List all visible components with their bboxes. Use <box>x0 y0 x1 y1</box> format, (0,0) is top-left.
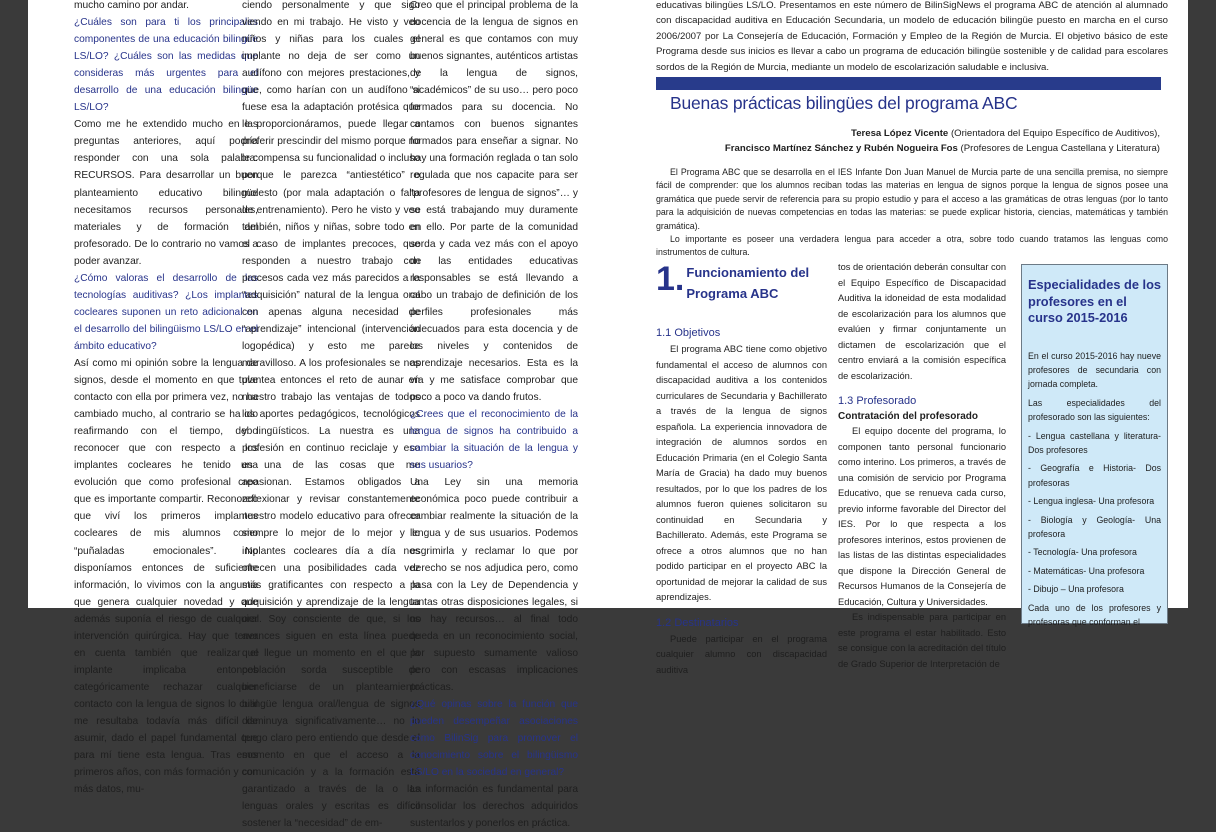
abstract-paragraph: Lo importante es poseer una verdadera lengua para acceder a otra, sobre todo cuando tratamos las lenguas como instrumentos de cultura. <box>656 234 1168 258</box>
sidebar-outro: Cada uno de los profesores y profesoras que conforman el <box>1028 602 1161 627</box>
author-role: (Orientadora del Equipo Específico de Auditivos), <box>948 128 1160 139</box>
sidebar-list-item: - Lengua castellana y literatura- Dos profesores <box>1028 430 1161 455</box>
interview-answer: mucho camino por andar. <box>74 0 189 11</box>
interview-answer: Así como mi opinión sobre la lengua de signos, desde el momento en que tuve contacto con ella por primera vez, no ha cambiado mucho, al contrario se ha ido reafirmando con el tiempo, debo reconocer que con respecto a los implantes cocleares he tenido una evolución que como profesional creo que es importante compartir. Reconozco que viví los primeros implantes cocleares de mis alumnos como “puñaladas emocionales”. No disponíamos entonces de suficiente información, lo vivimos con la angustia que genera cualquier novedad y que además suponía el riesgo de cualquier intervención quirúrgica. Hay que tener en cuenta también que realizar el implante implicaba entonces categóricamente rechazar cualquier contacto con la lengua de signos lo cual me resultaba todavía más difícil de asumir, dado el papel fundamental que para mí tiene esta lengua. Tras esos primeros años, con más formación y con más datos, mu- <box>74 357 258 796</box>
interview-question: ¿Qué opinas sobre la función que pueden desempeñar asociaciones como BilinSig para promover el conocimiento sobre el bilingüismo LS/LO en la sociedad en general? <box>410 698 578 779</box>
author-name: Teresa López Vicente <box>851 128 949 139</box>
interview-column-3 <box>410 0 578 832</box>
sidebar-list-item: - Tecnología- Una profesora <box>1028 547 1137 558</box>
profesorado-text-2: Es indispensable para participar en este programa el estar habilitado. Esto se consigue con la acreditación del título de Grado Superior de Interpretación de <box>838 612 1006 669</box>
sidebar-list-item: - Geografía e Historia- Dos profesoras <box>1028 463 1161 488</box>
sidebar-lead: Las especialidades del profesorado son las siguientes: <box>1028 397 1161 423</box>
interview-answer: Creo que el principal problema de la docencia de la lengua de signos en general es que contamos con muy buenos signantes, auténticos artistas de la lengua de signos, “académicos” de su uso… pero poco formados para su docencia. No contamos con buenos signantes formados para enseñar a signar. No hay una formación reglada o tan solo regulada que nos capacite para ser “profesores de lengua de signos”… y se está trabajando muy duramente en ello. Por parte de la comunidad sorda y cada vez más con el apoyo de las entidades educativas responsables se está llevando a cabo un trabajo de definición de los perfiles profesionales más adecuados para esta docencia y de los niveles y contenidos de aprendizaje necesarios. Esta es la vía y me satisface comprobar que poco a poco va dando frutos. <box>410 0 578 404</box>
article-column-1 <box>656 325 827 678</box>
section-title: Funcionamiento del Programa ABC <box>686 265 810 301</box>
section-number-digit: 1 <box>656 260 675 298</box>
section-number <box>656 260 685 298</box>
left-page <box>28 0 580 830</box>
specialties-sidebar <box>1021 264 1168 627</box>
destinatarios-text: Puede participar en el programa cualquier alumno con discapacidad auditiva <box>656 633 827 675</box>
subsection-heading-destinatarios: 1.2 Destinatarios <box>656 616 739 629</box>
right-page <box>580 0 1188 675</box>
title-band <box>656 77 1161 90</box>
column-2-top-text: tos de orientación deberán consultar con el Equipo Específico de Discapacidad Auditiva la idoneidad de esta modalidad de escolarización para los alumnos que evalúen y firmar conjuntamente un dictamen de escolarización que el centro enviará a la comisión específica de escolarización. <box>838 262 1006 381</box>
authors-block <box>725 126 1160 156</box>
subheading-contratacion: Contratación del profesorado <box>838 411 979 422</box>
intro-paragraph <box>656 0 1168 75</box>
objetivos-text: El programa ABC tiene como objetivo fundamental el acceso de alumnos con discapacidad auditiva a los contenidos curriculares de Secundaria y Bachillerato a través de la lengua de signos española. La experiencia innovadora de integración de alumnos sordos en Educación Primaria (en el Colegio Santa María de Gracia) ha dado muy buenos resultados, por lo que los padres de los alumnos fueron quienes solicitaron su continuidad en Secundaria y Bachillerato. Además, este Programa se ofrece a otros alumnos que no han podido participar en el proyecto ABC la oportunidad de mejorar la calidad de sus aprendizajes. <box>656 344 827 602</box>
interview-column-2 <box>242 0 420 832</box>
interview-column-1 <box>74 0 258 798</box>
interview-answer: Una Ley sin una memoria económica poco puede contribuir a cambiar realmente la situación de la lengua y de sus usuarios. Podemos esgrimirla y reclamar lo que por derecho se nos adjudica pero, como pasa con la Ley de Dependencia y tantas otras disposiciones legales, si no hay recursos… al final todo queda en un reconocimiento social, por supuesto sumamente valioso pero con escasas implicaciones prácticas. <box>410 477 578 693</box>
sidebar-list-item: - Biología y Geología- Una profesora <box>1028 514 1161 539</box>
author-name: Francisco Martínez Sánchez y Rubén Nogueira Fos <box>724 143 958 154</box>
abstract-paragraph: El Programa ABC que se desarrolla en el IES Infante Don Juan Manuel de Murcia parte de una sencilla premisa, no siempre fácil de comprender: que los alumnos reciban todas las materias en lengua de signos porque la lengua de signos posee una gramática que puede servir de referencia para su propio estudio y para el acceso a las gramáticas de otras lenguas (por lo tanto para la adquisición de nuevas competencias en todas las materias: se puede explicar historia, ciencias, matemáticas y también gramática). <box>656 167 1168 231</box>
subsection-heading-objetivos: 1.1 Objetivos <box>656 327 721 339</box>
author-role: (Profesores de Lengua Castellana y Literatura) <box>957 143 1160 154</box>
article-column-2 <box>838 260 1006 672</box>
interview-answer: La información es fundamental para consolidar los derechos adquiridos sustentarlos y ponerlos en práctica. <box>410 784 578 830</box>
interview-answer: ciendo personalmente y que sigo viendo en mi trabajo. He visto y veo niños y niñas para los cuales el implante no deja de ser como un audífono con mejores prestaciones, y que, como harían con un audífono si fuese esa la adaptación protésica que le proporcionáramos, puede llegar a preferir prescindir del mismo porque no le compensa su funcionalidad o incluso porque le parezca “antiestético” o molesto (por mala adaptación o falta de entrenamiento). Pero he visto y veo también, niños y niñas, sobre todo en el caso de implantes precoces, que responden a nuestro trabajo con procesos cada vez más parecidos a la “adquisición” natural de la lengua oral con apenas alguna necesidad de “aprendizaje” intencional (intervención logopédica) y esto me parece maravilloso. A los profesionales se nos plantea entonces el reto de aunar en nuestro trabajo las ventajas de todos los aportes pedagógicos, tecnológicos y lingüísticos. La nuestra es una profesión en continuo reciclaje y eso es una de las cosas que me apasionan. Estamos obligados a reflexionar y revisar constantemente nuestro modelo educativo para ofrecer siempre lo mejor de lo mejor y lo implantes cocleares día a día nos ofrecen una posibilidades cada vez más gratificantes con respecto a la adquisición y aprendizaje de la lengua oral. Soy consciente de que, si los avances siguen en esta línea puede que llegue un momento en el que la población sorda susceptible de beneficiarse de un planteamiento bilingüe lengua oral/lengua de signos disminuya significativamente… no lo tengo claro pero entiendo que desde el momento en que el acceso a la comunicación y a la formación está garantizado a través de la o las lenguas orales y escritas es difícil sostener la “necesidad” de em- <box>242 0 420 830</box>
sidebar-list-item: - Lengua inglesa- Una profesora <box>1028 496 1155 507</box>
interview-question: ¿Cuáles son para ti los principales componentes de una educación bilingüe LS/LO? ¿Cuáles son las medidas que consideras más urgentes para el desarrollo de una educación bilingüe LS/LO? <box>74 17 258 114</box>
profesorado-text-1: El equipo docente del programa, lo componen tanto personal funcionario como interino. Los primeros, a través de una comisión de servicio por Programa Educativo, que se renueva cada curso, previo informe favorable del Director del IES. Por lo que respecta a los profesores interinos, estos provienen de las listas de las distintas especialidades que dispone la Dirección General de Recursos Humanos de la Consejería de Educación, Cultura y Universidades. <box>838 426 1006 607</box>
section-heading <box>656 262 816 304</box>
sidebar-list-item: - Dibujo – Una profesora <box>1028 584 1124 595</box>
section-number-dot: . <box>674 260 685 298</box>
subsection-heading-profesorado: 1.3 Profesorado <box>838 395 917 407</box>
abstract <box>656 166 1168 260</box>
author-line <box>725 141 1160 156</box>
interview-answer: Como me he extendido mucho en las preguntas anteriores, aquí podría responder con una sola palabra: RECURSOS. Para desarrollar un buen planteamiento educativo bilingüe necesitamos recursos personales, materiales y de formación del profesorado. De lo contrario no vamos a poder avanzar. <box>74 119 258 267</box>
author-line <box>725 126 1160 141</box>
interview-question: ¿Crees que el reconocimiento de la lengua de signos ha contribuido a cambiar la situación de la lengua y sus usuarios? <box>410 409 578 472</box>
interview-question: ¿Cómo valoras el desarrollo de las tecnologías auditivas? ¿Los implantes cocleares suponen un reto adicional en el desarrollo del bilingüismo LS/LO en el ámbito educativo? <box>74 272 258 352</box>
article-title: Buenas prácticas bilingües del programa ABC <box>670 93 1018 113</box>
sidebar-title: Especialidades de los profesores en el curso 2015-2016 <box>1028 277 1162 325</box>
sidebar-intro: En el curso 2015-2016 hay nueve profesores de secundaria con jornada completa. <box>1028 350 1161 390</box>
intro-text: educativas bilingües LS/LO. Presentamos en este número de BilinSigNews el programa ABC de atención al alumnado con discapacidad auditiva en Educación Secundaria, un modelo de educación bilingüe puesto en marcha en el curso 2006/2007 por La Consejería de Educación, Formación y Empleo de la Región de Murcia. El objetivo básico de este Programa desde sus inicios es llevar a cabo un programa de educación bilingüe sostenible y de calidad para escolares sordos de la Región de Murcia, mediante un modelo de escolarización saludable e inclusiva. <box>656 0 1168 73</box>
sidebar-list-item: - Matemáticas- Una profesora <box>1028 565 1145 576</box>
